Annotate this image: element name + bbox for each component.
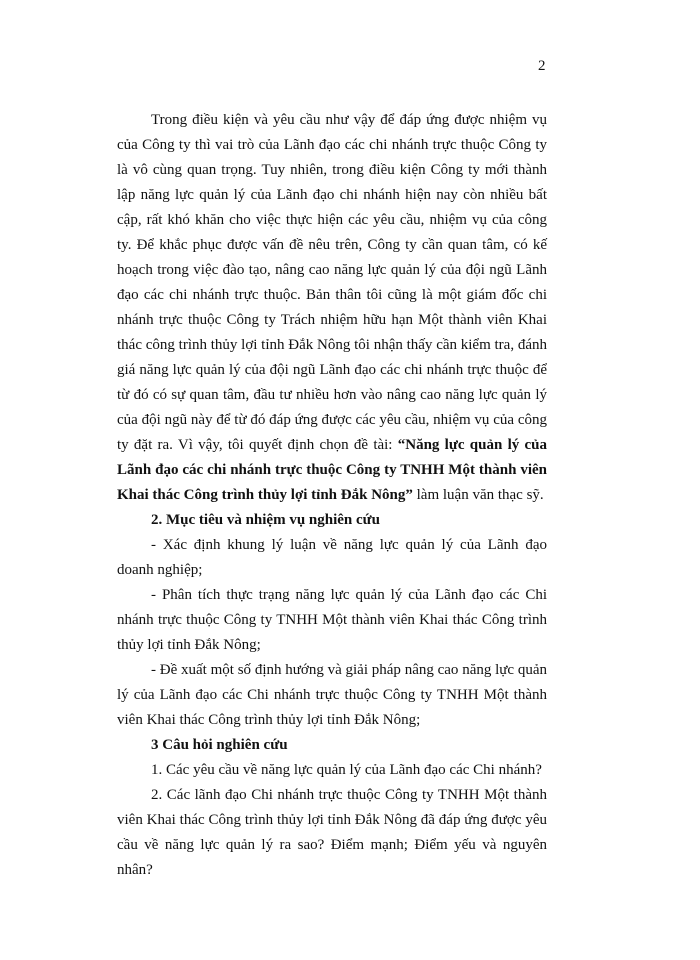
intro-text-end: làm luận văn thạc sỹ.	[412, 487, 544, 503]
objective-item: - Đề xuất một số định hướng và giải pháp nâng cao năng lực quản lý của Lãnh đạo các Chi nhánh trực thuộc Công ty TNHH Một thành viên Khai thác Công trình thủy lợi tỉnh Đắk Nông;	[117, 662, 547, 728]
question-item: 2. Các lãnh đạo Chi nhánh trực thuộc Công ty TNHH Một thành viên Khai thác Công trình thủy lợi tỉnh Đắk Nông đã đáp ứng được yêu cầu về năng lực quản lý ra sao? Điểm mạnh; Điểm yếu và nguyên nhân?	[117, 787, 547, 878]
section-heading-questions: 3 Câu hỏi nghiên cứu	[151, 737, 288, 753]
intro-paragraph	[117, 108, 547, 508]
section-heading-objectives: 2. Mục tiêu và nhiệm vụ nghiên cứu	[151, 512, 381, 528]
thesis-title: “Năng lực quản lý của Lãnh đạo các chi nhánh trực thuộc Công ty TNHH Một thành viên Khai thác Công trình thủy lợi tỉnh Đắk Nông”	[117, 437, 547, 503]
objective-item: - Phân tích thực trạng năng lực quản lý của Lãnh đạo các Chi nhánh trực thuộc Công ty TNHH Một thành viên Khai thác Công trình thủy lợi tỉnh Đắk Nông;	[117, 587, 547, 653]
document-body	[117, 108, 547, 883]
intro-text: Trong điều kiện và yêu cầu như vậy để đáp ứng được nhiệm vụ của Công ty thì vai trò của Lãnh đạo các chi nhánh trực thuộc Công ty là vô cùng quan trọng. Tuy nhiên, trong điều kiện Công ty mới thành lập năng lực quản lý của Lãnh đạo chi nhánh hiện nay còn nhiều bất cập, rất khó khăn cho việc thực hiện các yêu cầu, nhiệm vụ của công ty. Để khắc phục được vấn đề nêu trên, Công ty cần quan tâm, có kế hoạch trong việc đào tạo, nâng cao năng lực quản lý của đội ngũ Lãnh đạo các chi nhánh trực thuộc. Bản thân tôi cũng là một giám đốc chi nhánh trực thuộc Công ty Trách nhiệm hữu hạn Một thành viên Khai thác công trình thủy lợi tỉnh Đắk Nông tôi nhận thấy cần kiểm tra, đánh giá năng lực quản lý của đội ngũ Lãnh đạo các chi nhánh trực thuộc để từ đó có sự quan tâm, đầu tư nhiều hơn vào nâng cao năng lực quản lý của đội ngũ này để từ đó đáp ứng được các yêu cầu, nhiệm vụ của công ty đặt ra. Vì vậy, tôi quyết định chọn đề tài:	[117, 112, 547, 453]
objective-item: - Xác định khung lý luận về năng lực quản lý của Lãnh đạo doanh nghiệp;	[117, 537, 547, 578]
question-item: 1. Các yêu cầu về năng lực quản lý của Lãnh đạo các Chi nhánh?	[151, 762, 542, 778]
page-number: 2	[538, 58, 546, 74]
